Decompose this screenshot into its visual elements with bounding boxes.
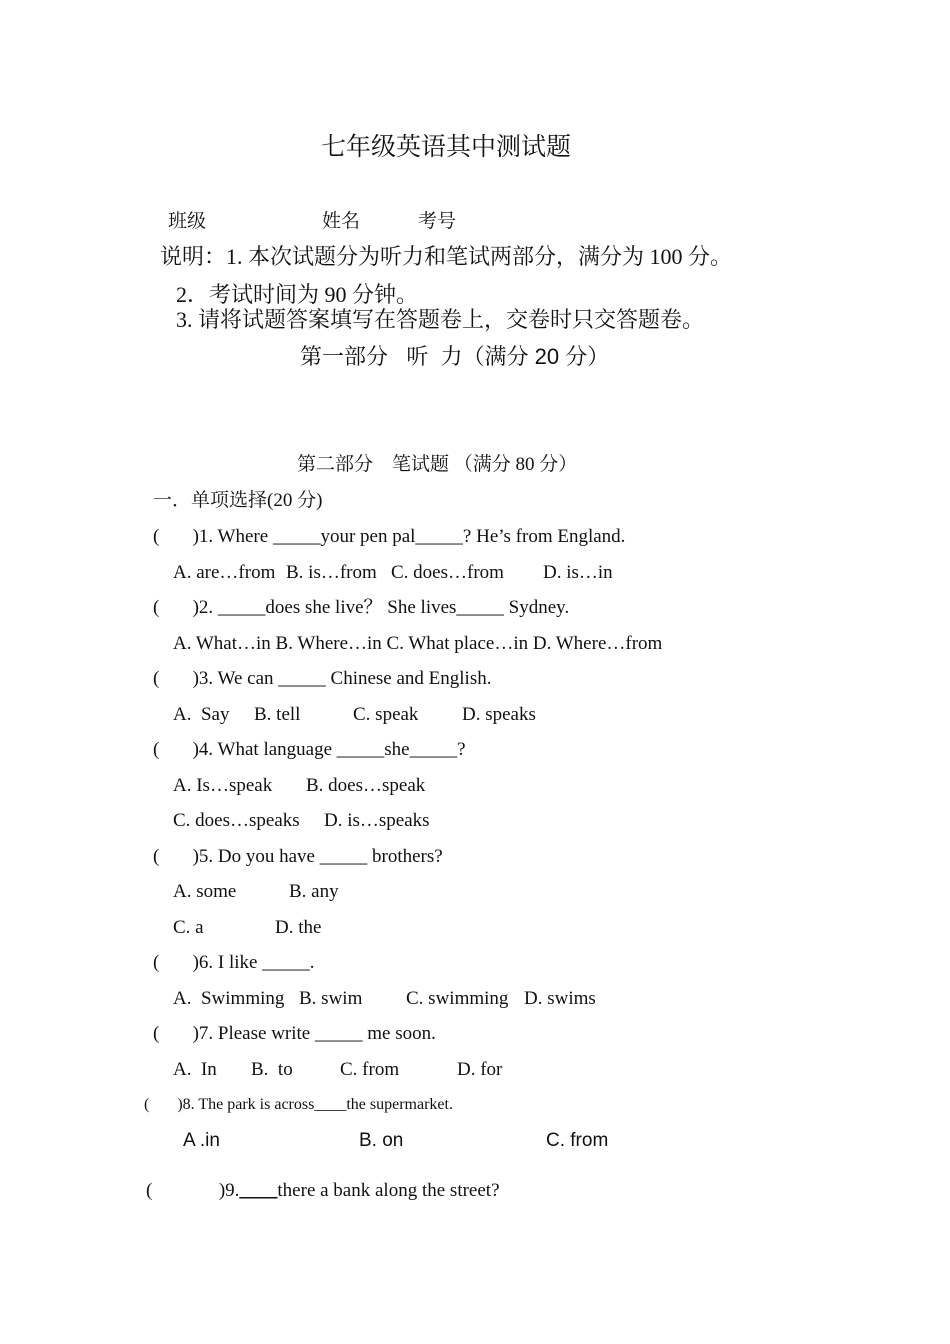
question-7-option-b: B. to bbox=[251, 1059, 293, 1080]
question-9-stem bbox=[146, 1181, 500, 1200]
question-6-option-b: B. swim bbox=[299, 988, 363, 1009]
question-6-option-d: D. swims bbox=[524, 988, 596, 1009]
question-5-option-a: A. some bbox=[173, 881, 237, 902]
question-5-option-d: D. the bbox=[275, 917, 322, 938]
question-7-stem: ( )7. Please write _____ me soon. bbox=[153, 1023, 436, 1044]
question-8-option-b: B. on bbox=[359, 1130, 404, 1151]
question-1-option-a: A. are…from bbox=[173, 562, 276, 583]
question-3-option-b: B. tell bbox=[254, 704, 301, 725]
question-4-option-b: B. does…speak bbox=[306, 775, 426, 796]
question-1-option-c: C. does…from bbox=[391, 562, 504, 583]
question-4-option-c: C. does…speaks bbox=[173, 810, 300, 831]
question-3-stem: ( )3. We can _____ Chinese and English. bbox=[153, 668, 492, 689]
question-8-option-c: C. from bbox=[546, 1130, 609, 1151]
question-5-stem: ( )5. Do you have _____ brothers? bbox=[153, 846, 443, 867]
question-1-stem: ( )1. Where _____your pen pal_____? He’s from England. bbox=[153, 526, 626, 547]
question-7-option-d: D. for bbox=[457, 1059, 503, 1080]
question-3-option-c: C. speak bbox=[353, 704, 419, 725]
question-5-option-c: C. a bbox=[173, 917, 204, 938]
question-6-option-c: C. swimming bbox=[406, 988, 509, 1009]
part2-heading: 第二部分 笔试题 （满分 80 分） bbox=[297, 454, 578, 475]
section1-heading: 一．单项选择(20 分) bbox=[153, 490, 323, 511]
question-2-stem: ( )2. _____does she live？ She lives_____ Sydney. bbox=[153, 597, 570, 618]
page-title: 七年级英语其中测试题 bbox=[321, 134, 572, 161]
question-4-option-a: A. Is…speak bbox=[173, 775, 273, 796]
question-9-blank: ____ bbox=[239, 1180, 278, 1201]
question-1-option-d: D. is…in bbox=[543, 562, 613, 583]
question-1-option-b: B. is…from bbox=[286, 562, 377, 583]
question-7-option-a: A. In bbox=[173, 1059, 217, 1080]
question-6-option-a: A. Swimming bbox=[173, 988, 285, 1009]
question-8-stem: ( )8. The park is across____the supermarket. bbox=[144, 1096, 453, 1113]
name-label: 姓名 bbox=[322, 211, 361, 232]
question-2-options: A. What…in B. Where…in C. What place…in D. Where…from bbox=[173, 633, 663, 654]
question-9-number: ( )9. bbox=[146, 1180, 240, 1201]
part1-heading: 第一部分 听 力（满分 20 分） bbox=[300, 344, 610, 369]
question-5-option-b: B. any bbox=[289, 881, 339, 902]
question-3-option-a: A. Say bbox=[173, 704, 230, 725]
instruction-1: 说明：1. 本次试题分为听力和笔试两部分，满分为 100 分。 bbox=[160, 244, 733, 269]
instruction-2: 2．考试时间为 90 分钟。 bbox=[176, 282, 419, 307]
instruction-3: 3. 请将试题答案填写在答题卷上，交卷时只交答题卷。 bbox=[176, 307, 705, 332]
question-7-option-c: C. from bbox=[340, 1059, 400, 1080]
question-6-stem: ( )6. I like _____. bbox=[153, 952, 315, 973]
class-label: 班级 bbox=[168, 211, 207, 232]
question-8-option-a: A .in bbox=[183, 1130, 220, 1151]
exam-number-label: 考号 bbox=[418, 211, 457, 232]
question-3-option-d: D. speaks bbox=[462, 704, 536, 725]
question-4-stem: ( )4. What language _____she_____? bbox=[153, 739, 466, 760]
question-4-option-d: D. is…speaks bbox=[324, 810, 430, 831]
question-9-text: there a bank along the street? bbox=[277, 1180, 500, 1201]
